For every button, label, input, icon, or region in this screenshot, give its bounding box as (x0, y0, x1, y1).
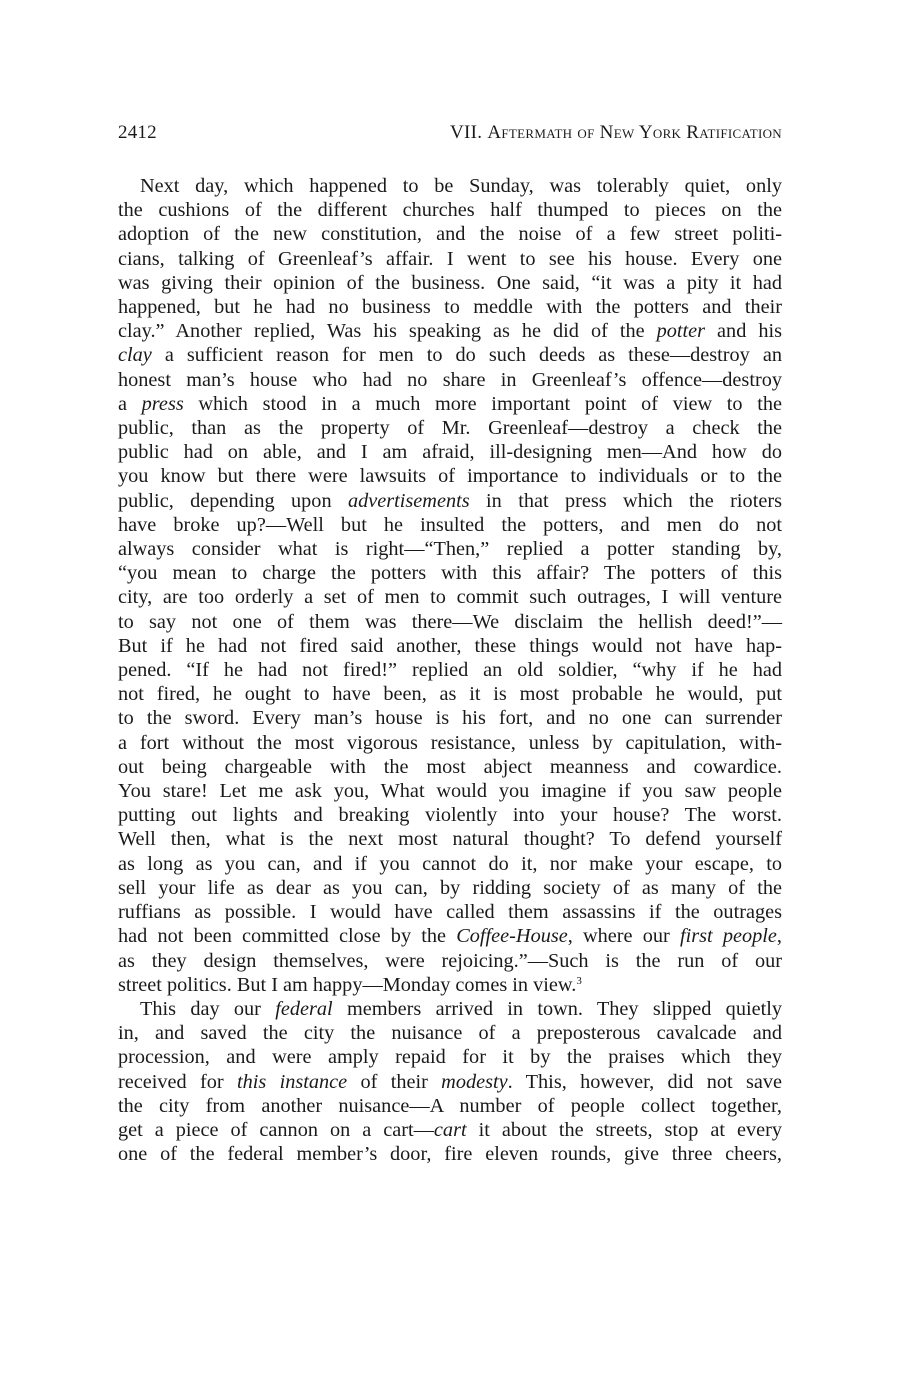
text-line: pened. “If he had not fired!” replied an old soldier, “why if he had (118, 659, 782, 682)
text-line: clay.” Another replied, Was his speaking as he did of the potter and his (118, 320, 782, 343)
text-line: get a piece of cannon on a cart—cart it about the streets, stop at every (118, 1118, 782, 1141)
italic-text: press (141, 392, 184, 415)
text-line: public, depending upon advertisements in that press which the rioters (118, 489, 782, 512)
text-line: But if he had not fired said another, these things would not have hap- (118, 634, 782, 657)
italic-text: this instance (236, 1070, 348, 1093)
text-line: not fired, he ought to have been, as it is most probable he would, put (118, 683, 782, 706)
section-roman: VII. (449, 122, 483, 143)
text-line: happened, but he had no business to meddle with the potters and their (118, 296, 782, 319)
text-line: You stare! Let me ask you, What would you imagine if you saw people (118, 780, 782, 803)
text-line: procession, and were amply repaid for it by the praises which they (118, 1046, 782, 1069)
text-line: as they design themselves, were rejoicing.”—Such is the run of our (118, 949, 782, 972)
body-text (118, 174, 782, 1166)
italic-text: potter (656, 320, 706, 343)
paragraph (118, 997, 782, 1166)
text-line: the city from another nuisance—A number of people collect together, (118, 1094, 782, 1117)
text-line: to say not one of them was there—We disclaim the hellish deed!”— (118, 610, 782, 633)
text-line: public, than as the property of Mr. Greenleaf—destroy a check the (118, 417, 782, 440)
text-line: ruffians as possible. I would have called them assassins if the outrages (118, 901, 782, 924)
text-line: city, are too orderly a set of men to commit such outrages, I will venture (118, 586, 782, 609)
italic-text: Coffee-House (456, 925, 568, 948)
text-line: had not been committed close by the Coffee-House, where our first people, (118, 925, 782, 948)
text-line: was giving their opinion of the business. One said, “it was a pity it had (118, 271, 782, 294)
text-line: adoption of the new constitution, and the noise of a few street politi- (118, 223, 782, 246)
text-line: Well then, what is the next most natural thought? To defend yourself (118, 828, 782, 851)
text-line: have broke up?—Well but he insulted the potters, and men do not (118, 513, 782, 536)
italic-text: clay (118, 344, 152, 367)
text-line: clay a sufficient reason for men to do such deeds as these—destroy an (118, 344, 782, 367)
text-line: This day our federal members arrived in town. They slipped quietly (140, 997, 783, 1020)
text-line: you know but there were lawsuits of importance to individuals or to the (118, 465, 782, 488)
text-line: a fort without the most vigorous resistance, unless by capitulation, with- (118, 731, 782, 754)
text-line: always consider what is right—“Then,” replied a potter standing by, (118, 538, 782, 561)
text-line: out being chargeable with the most abject meanness and cowardice. (118, 755, 782, 778)
italic-text: federal (275, 997, 333, 1020)
italic-text: cart (433, 1118, 467, 1141)
text-line: cians, talking of Greenleaf’s affair. I went to see his house. Every one (118, 247, 782, 270)
running-title (450, 122, 782, 144)
text-line: honest man’s house who had no share in Greenleaf’s offence—destroy (118, 368, 782, 391)
footnote-ref: 3 (576, 974, 582, 987)
text-line: sell your life as dear as you can, by ridding society of as many of the (118, 876, 782, 899)
text-line: putting out lights and breaking violently into your house? The worst. (118, 804, 782, 827)
text-line: “you mean to charge the potters with this affair? The potters of this (118, 562, 782, 585)
book-page (118, 122, 782, 1166)
section-title: Aftermath of New York Ratification (487, 122, 782, 143)
text-line: one of the federal member’s door, fire eleven rounds, give three cheers, (118, 1143, 782, 1166)
text-line: the cushions of the different churches half thumped to pieces on the (118, 199, 782, 222)
text-line: to the sword. Every man’s house is his fort, and no one can surrender (118, 707, 782, 730)
italic-text: first people (679, 925, 777, 948)
paragraph (118, 174, 782, 997)
text-line: in, and saved the city the nuisance of a preposterous cavalcade and (118, 1022, 782, 1045)
page-number: 2412 (118, 122, 157, 143)
text-line: received for this instance of their modesty. This, however, did not save (118, 1070, 782, 1093)
text-line: a press which stood in a much more important point of view to the (118, 392, 782, 415)
text-line: public had on able, and I am afraid, ill-designing men—And how do (118, 441, 782, 464)
running-head (118, 122, 782, 152)
italic-text: advertisements (347, 489, 470, 512)
text-line: street politics. But I am happy—Monday comes in view.$^3$ (118, 973, 582, 996)
italic-text: modesty (441, 1070, 508, 1093)
text-line: Next day, which happened to be Sunday, was tolerably quiet, only (140, 175, 782, 197)
text-line: as long as you can, and if you cannot do it, nor make your escape, to (118, 852, 782, 875)
